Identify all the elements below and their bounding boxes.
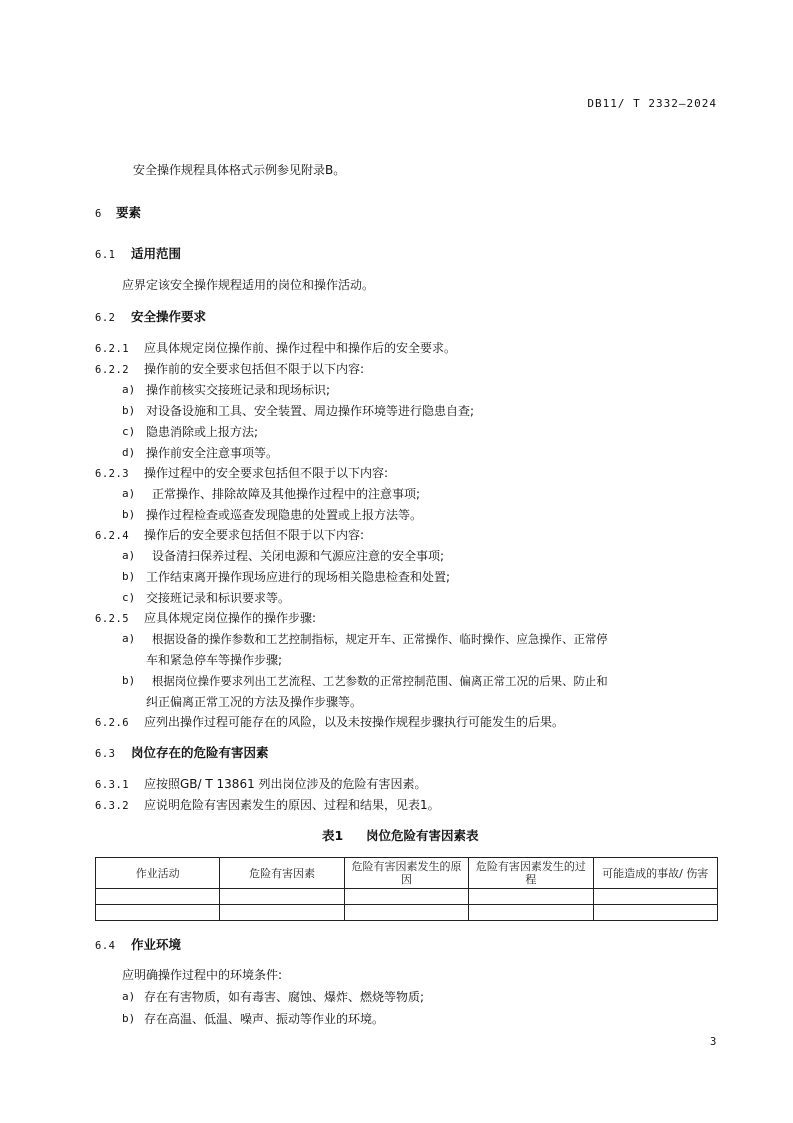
section-6-1-body: 应界定该安全操作规程适用的岗位和操作活动。 [122,278,375,292]
clause-6-3-2-number: 6.3.2 [95,800,130,812]
list-item-text: 操作前核实交接班记录和现场标识; [146,383,331,397]
list-item-label: d) [122,446,136,459]
list-item-text: 存在高温、低温、噪声、振动等作业的环境。 [144,1012,385,1026]
section-6-2-title: 安全操作要求 [131,309,207,324]
table-cell [593,889,717,905]
list-item-label: b) [122,674,136,687]
list-item-text: 存在有害物质，如有毒害、腐蚀、爆炸、燃烧等物质; [144,990,425,1004]
section-6-4-number: 6.4 [95,940,116,952]
page-number: 3 [710,1036,717,1048]
list-item-label: a) [122,383,136,396]
table-cell [96,889,220,905]
table-cell [593,905,717,921]
list-item-text: 工作结束离开操作现场应进行的现场相关隐患检查和处置; [146,570,451,584]
section-6-4-intro: 应明确操作过程中的环境条件: [122,968,283,982]
table-cell [220,905,344,921]
list-item-label: c) [122,425,136,438]
column-header: 危险有害因素发生的过 程 [469,858,593,889]
list-item-label: b) [122,508,136,521]
list-item-text: 操作前安全注意事项等。 [146,446,279,460]
clause-6-2-5-number: 6.2.5 [95,613,130,625]
table-header-row [96,858,718,889]
clause-6-3-2-text: 应说明危险有害因素发生的原因、过程和结果，见表1。 [144,798,440,812]
list-item-text: 交接班记录和标识要求等。 [146,591,291,605]
column-header: 危险有害因素 [220,858,344,889]
clause-6-2-2-number: 6.2.2 [95,364,130,376]
clause-6-3-1-text: 应按照GB/ T 13861 列出岗位涉及的危险有害因素。 [144,777,427,791]
table-cell [220,889,344,905]
list-item-text: 隐患消除或上报方法; [146,425,259,439]
section-6-title: 要素 [116,205,142,220]
table-cell [469,889,593,905]
clause-6-2-1-number: 6.2.1 [95,343,130,355]
table-caption-title: 岗位危险有害因素表 [366,828,479,843]
clause-6-2-1-text: 应具体规定岗位操作前、操作过程中和操作后的安全要求。 [144,341,457,355]
clause-6-2-4-number: 6.2.4 [95,530,130,542]
list-item-text: 正常操作、排除故障及其他操作过程中的注意事项; [152,487,421,501]
risk-factor-table [95,857,718,921]
table-cell [469,905,593,921]
list-item-text: 根据设备的操作参数和工艺控制指标，规定开车、正常操作、临时操作、应急操作、正常停 [152,632,608,646]
section-6-1-title: 适用范围 [131,246,182,261]
section-6-1-number: 6.1 [95,249,116,261]
clause-6-2-4-text: 操作后的安全要求包括但不限于以下内容: [144,528,365,542]
document-code: DB11/ T 2332—2024 [587,97,717,110]
list-item-label: b) [122,570,136,583]
section-6-4-title: 作业环境 [131,937,182,952]
list-item-label: a) [122,990,136,1003]
section-6-number: 6 [95,208,102,220]
clause-6-3-1-number: 6.3.1 [95,779,130,791]
list-item-text: 操作过程检查或巡查发现隐患的处置或上报方法等。 [146,508,423,522]
column-header: 可能造成的事故/ 伤害 [593,858,717,889]
column-header: 危险有害因素发生的原 因 [344,858,468,889]
section-6-3-number: 6.3 [95,748,116,760]
list-item-text: 对设备设施和工具、安全装置、周边操作环境等进行隐患自查; [146,404,475,418]
list-item-text-continued: 纠正偏离正常工况的方法及操作步骤等。 [146,695,363,709]
table-row [96,905,718,921]
clause-6-2-6-text: 应列出操作过程可能存在的风险，以及未按操作规程步骤执行可能发生的后果。 [144,715,565,729]
list-item-label: c) [122,591,136,604]
clause-6-2-3-text: 操作过程中的安全要求包括但不限于以下内容: [144,466,389,480]
list-item-label: a) [122,549,136,562]
list-item-label: b) [122,404,136,417]
table-cell [344,889,468,905]
list-item-label: a) [122,632,136,645]
clause-6-2-5-text: 应具体规定岗位操作的操作步骤: [144,611,317,625]
list-item-label: b) [122,1012,136,1025]
table-row [96,889,718,905]
table-cell [96,905,220,921]
column-header: 作业活动 [96,858,220,889]
list-item-text-continued: 车和紧急停车等操作步骤; [146,653,283,667]
intro-paragraph: 安全操作规程具体格式示例参见附录B。 [133,163,346,177]
clause-6-2-6-number: 6.2.6 [95,717,130,729]
clause-6-2-2-text: 操作前的安全要求包括但不限于以下内容: [144,362,365,376]
list-item-text: 设备清扫保养过程、关闭电源和气源应注意的安全事项; [152,549,445,563]
list-item-label: a) [122,487,136,500]
table-caption-number: 表1 [322,828,344,843]
table-cell [344,905,468,921]
list-item-text: 根据岗位操作要求列出工艺流程、工艺参数的正常控制范围、偏离正常工况的后果、防止和 [152,674,608,688]
section-6-2-number: 6.2 [95,312,116,324]
clause-6-2-3-number: 6.2.3 [95,468,130,480]
section-6-3-title: 岗位存在的危险有害因素 [131,745,269,760]
